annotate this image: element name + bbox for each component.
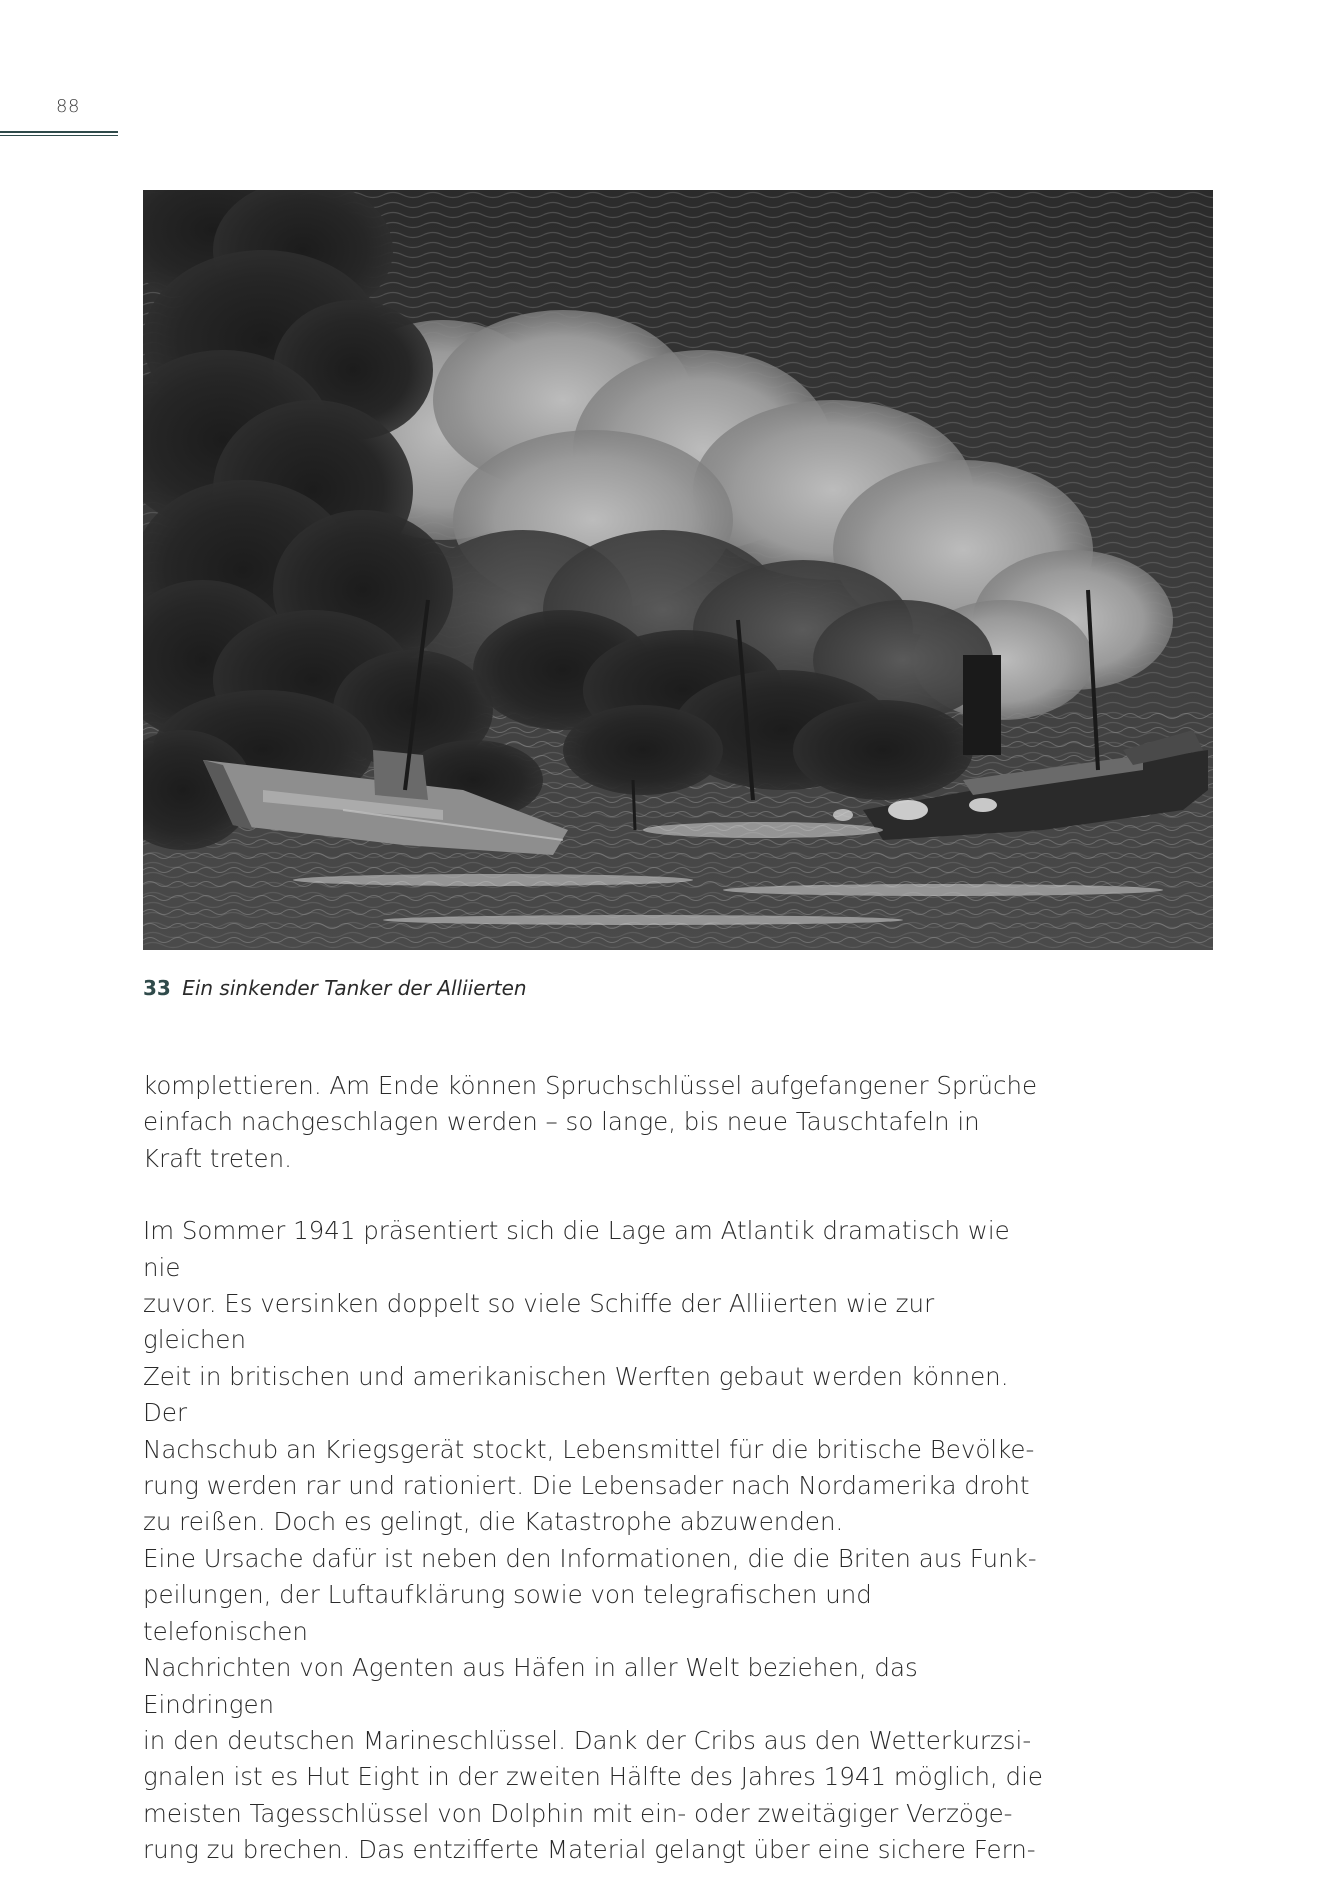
body-text bbox=[143, 1068, 1043, 1869]
figure-caption bbox=[143, 976, 527, 1000]
paragraph: komplettieren. Am Ende können Spruchschlüssel aufgefangener Sprüche einfach nachgeschlagen werden – so lange, bis neue Tauschtafeln in Kraft treten. bbox=[143, 1071, 1038, 1173]
sinking-tanker-photo bbox=[143, 190, 1213, 950]
figure-number: 33 bbox=[143, 976, 171, 1000]
page-number: 88 bbox=[56, 96, 80, 117]
figure-caption-text: Ein sinkender Tanker der Alliierten bbox=[182, 976, 527, 1000]
paragraph: Eine Ursache dafür ist neben den Informationen, die die Briten aus Funk- peilungen, der Luftaufklärung sowie von telegrafischen und telefonischen Nachrichten von Agenten aus Häfen in aller Welt beziehen, das Eindringen in den deutschen Marineschlüssel. Dank der Cribs aus den Wetterkurzsi- gnalen ist es Hut Eight in der zweiten Hälfte des Jahres 1941 möglich, die meisten Tagesschlüssel von Dolphin mit ein- oder zweitägiger Verzöge- rung zu brechen. Das entzifferte Material gelangt über eine sichere Fern- bbox=[143, 1543, 1043, 1865]
header-rule-thin bbox=[0, 135, 118, 136]
paragraph: Im Sommer 1941 präsentiert sich die Lage am Atlantik dramatisch wie nie zuvor. Es versinken doppelt so viele Schiffe der Alliierten wie zur gleichen Zeit in britischen und amerikanischen Werften gebaut werden können. Der Nachschub an Kriegsgerät stockt, Lebensmittel für die britische Bevölke- rung werden rar und rationiert. Die Lebensader nach Nordamerika droht zu reißen. Doch es gelingt, die Katastrophe abzuwenden. bbox=[143, 1216, 1035, 1537]
header-rule bbox=[0, 131, 118, 133]
